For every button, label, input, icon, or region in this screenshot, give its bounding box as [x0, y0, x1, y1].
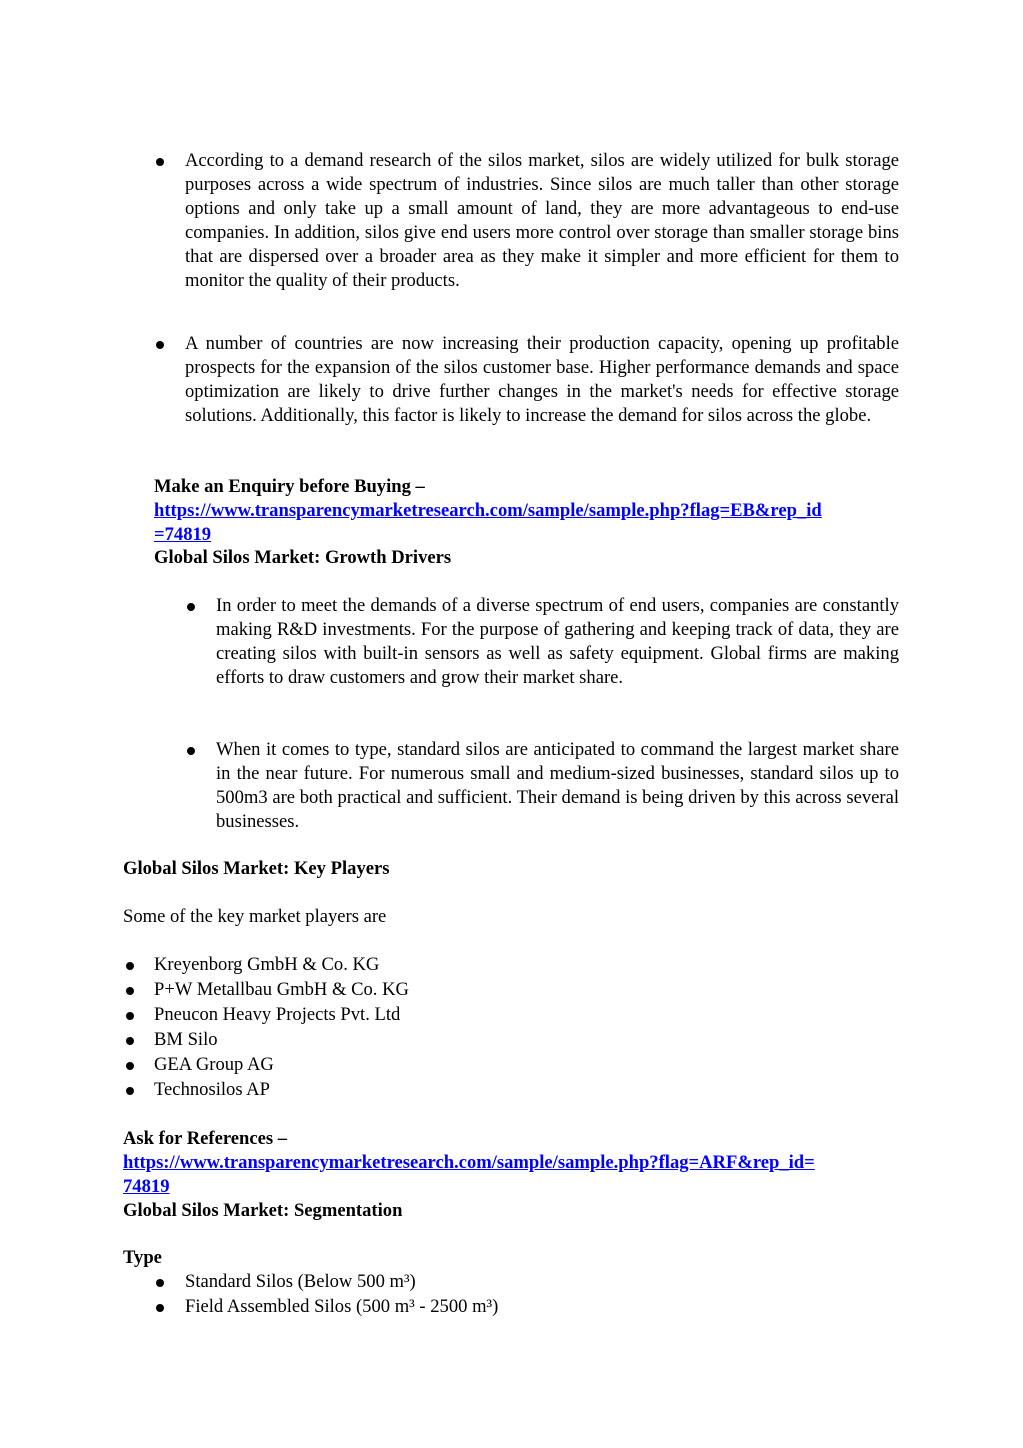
player-item: Pneucon Heavy Projects Pvt. Ltd: [154, 1004, 401, 1025]
player-item: P+W Metallbau GmbH & Co. KG: [154, 979, 409, 1000]
bullet-icon: [156, 341, 164, 349]
bullet-icon: [126, 962, 134, 970]
enquiry-link-line-2[interactable]: =74819: [154, 524, 212, 545]
intro-bullet-2: A number of countries are now increasing their production capacity, opening up profitable prospects for the expansion of the silos customer base. Higher performance demands and space optimization are likely to drive further changes in the market's needs for effective storage solutions. Additionally, this factor is likely to increase the demand for silos across the globe.: [185, 333, 899, 426]
type-heading: Type: [123, 1247, 162, 1268]
player-item: Kreyenborg GmbH & Co. KG: [154, 954, 380, 975]
references-link-line-2[interactable]: 74819: [123, 1176, 170, 1197]
bullet-icon: [126, 987, 134, 995]
enquiry-link-line-1[interactable]: https://www.transparencymarketresearch.com/sample/sample.php?flag=EB&rep_id: [154, 500, 822, 521]
player-item: BM Silo: [154, 1029, 218, 1050]
references-link-line-1[interactable]: https://www.transparencymarketresearch.com/sample/sample.php?flag=ARF&rep_id=: [123, 1152, 815, 1173]
type-item: Standard Silos (Below 500 m³): [185, 1271, 416, 1292]
bullet-icon: [126, 1012, 134, 1020]
bullet-icon: [156, 1304, 164, 1312]
enquiry-label: Make an Enquiry before Buying –: [154, 476, 425, 497]
bullet-icon: [126, 1037, 134, 1045]
growth-drivers-heading: Global Silos Market: Growth Drivers: [154, 547, 452, 568]
bullet-icon: [156, 1279, 164, 1287]
bullet-icon: [187, 747, 195, 755]
player-item: Technosilos AP: [154, 1079, 270, 1100]
bullet-icon: [187, 603, 195, 611]
growth-bullet-1: In order to meet the demands of a diverse spectrum of end users, companies are constantly making R&D investments. For the purpose of gathering and keeping track of data, they are creating silos with built-in sensors as well as safety equipment. Global firms are making efforts to draw customers and grow their market share.: [216, 595, 899, 688]
references-label: Ask for References –: [123, 1128, 288, 1149]
segmentation-heading: Global Silos Market: Segmentation: [123, 1200, 403, 1221]
growth-bullet-2: When it comes to type, standard silos are anticipated to command the largest market share in the near future. For numerous small and medium-sized businesses, standard silos up to 500m3 are both practical and sufficient. Their demand is being driven by this across several businesses.: [216, 739, 899, 832]
key-players-heading: Global Silos Market: Key Players: [123, 858, 390, 879]
intro-bullet-1: According to a demand research of the silos market, silos are widely utilized for bulk storage purposes across a wide spectrum of industries. Since silos are much taller than other storage options and only take up a small amount of land, they are more advantageous to end-use companies. In addition, silos give end users more control over storage than smaller storage bins that are dispersed over a broader area as they make it simpler and more efficient for them to monitor the quality of their products.: [185, 150, 899, 291]
key-players-intro: Some of the key market players are: [123, 906, 387, 927]
player-item: GEA Group AG: [154, 1054, 274, 1075]
bullet-icon: [126, 1062, 134, 1070]
type-item: Field Assembled Silos (500 m³ - 2500 m³): [185, 1296, 499, 1317]
bullet-icon: [156, 158, 164, 166]
bullet-icon: [126, 1087, 134, 1095]
